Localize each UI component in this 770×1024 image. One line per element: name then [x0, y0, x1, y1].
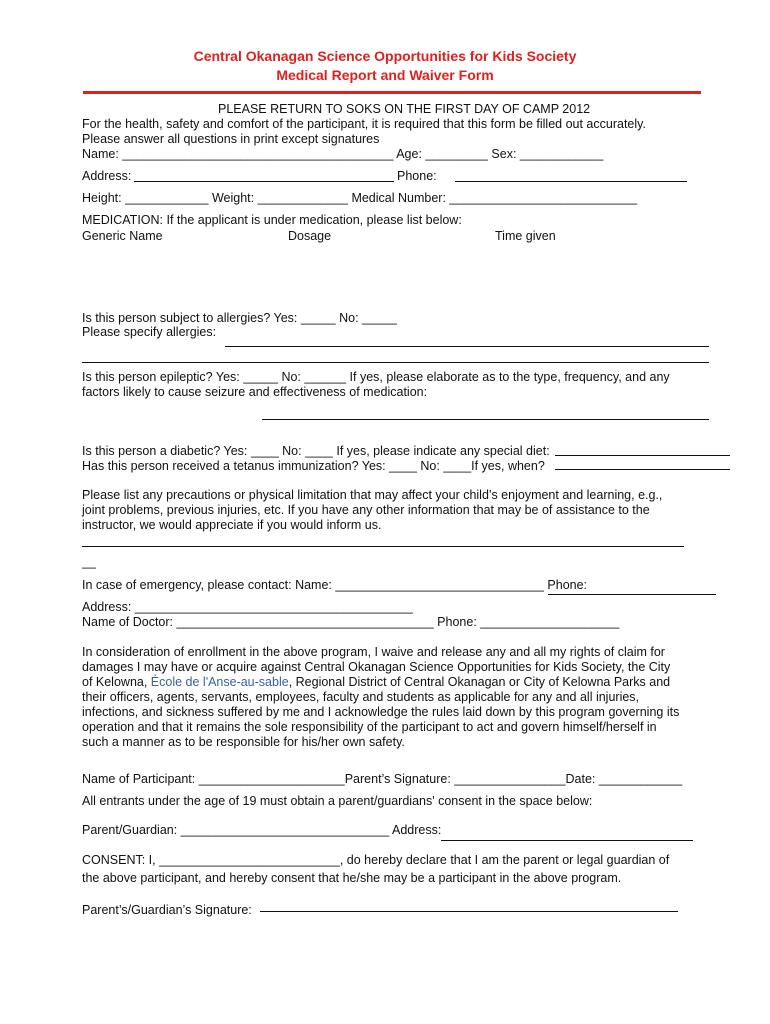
waiver-line-3 — [82, 675, 670, 690]
form-title: Medical Report and Waiver Form — [276, 67, 494, 83]
tetanus-date-field[interactable] — [555, 469, 730, 470]
under-19-notice: All entrants under the age of 19 must obtain a parent/guardians' consent in the space below: — [82, 794, 593, 808]
tetanus-question[interactable]: Has this person received a tetanus immunization? Yes: ____ No: ____If yes, when? — [82, 459, 545, 473]
precautions-dash: __ — [82, 555, 96, 569]
allergies-question[interactable]: Is this person subject to allergies? Yes: _____ No: _____ — [82, 311, 397, 325]
precautions-field[interactable] — [82, 546, 684, 547]
waiver-line-4: their officers, agents, servants, employees, faculty and students as applicable for any and all injuries, — [82, 690, 640, 704]
participant-signature-field[interactable]: Name of Participant: _____________________Parent’s Signature: ________________Date: ____________ — [82, 772, 683, 786]
medication-col-dosage: Dosage — [288, 229, 332, 243]
emergency-address-field[interactable]: Address: ________________________________________ — [82, 600, 413, 614]
medication-heading: MEDICATION: If the applicant is under medication, please list below: — [82, 213, 462, 227]
waiver-line-7: such a manner as to be responsible for his/her own safety. — [82, 735, 405, 749]
address-label: Address: — [82, 169, 132, 183]
waiver-line-6: operation and that it remains the sole responsibility of the participant to act and govern himself/herself in — [82, 720, 657, 734]
allergies-specify-label: Please specify allergies: — [82, 325, 217, 339]
guardian-address-field[interactable] — [441, 840, 693, 841]
precautions-line-1: Please list any precautions or physical limitation that may affect your child’s enjoyment and learning, e.g., — [82, 488, 663, 502]
waiver-line-2: damages I may have or acquire against Central Okanagan Science Opportunities for Kids Society, the City — [82, 660, 671, 674]
precautions-line-2: joint problems, previous injuries, etc. If you have any other information that may be of assistance to the — [82, 503, 650, 517]
waiver-line-1: In consideration of enrollment in the above program, I waive and release any and all my rights of claim for — [82, 645, 665, 659]
consent-line-1[interactable]: CONSENT: I, __________________________, do hereby declare that I am the parent or legal guardian of — [82, 853, 670, 867]
waiver-line-3c: , Regional District of Central Okanagan or City of Kelowna Parks and — [288, 675, 671, 689]
guardian-signature-label: Parent’s/Guardian’s Signature: — [82, 903, 252, 917]
diet-field[interactable] — [555, 455, 730, 456]
emergency-phone-field[interactable] — [548, 594, 716, 595]
allergies-line-1[interactable] — [225, 346, 709, 347]
name-age-sex-field[interactable]: Name: _______________________________________ Age: _________ Sex: ____________ — [82, 147, 604, 161]
epileptic-line[interactable] — [262, 419, 709, 420]
phone-label: Phone: — [397, 169, 437, 183]
phone-field[interactable] — [455, 181, 687, 182]
doctor-field[interactable]: Name of Doctor: _____________________________________ Phone: ____________________ — [82, 615, 620, 629]
org-title: Central Okanagan Science Opportunities for Kids Society — [193, 48, 577, 64]
allergies-line-2[interactable] — [82, 362, 709, 363]
medication-col-generic: Generic Name — [82, 229, 163, 243]
intro-line-1: For the health, safety and comfort of the participant, it is required that this form be filled out accurately. — [82, 117, 646, 131]
return-notice: PLEASE RETURN TO SOKS ON THE FIRST DAY OF CAMP 2012 — [218, 102, 591, 116]
epileptic-question-2: factors likely to cause seizure and effectiveness of medication: — [82, 385, 428, 399]
consent-line-2: the above participant, and hereby consent that he/she may be a participant in the above program. — [82, 871, 622, 885]
waiver-line-3a: of Kelowna, — [82, 675, 151, 689]
diabetic-question[interactable]: Is this person a diabetic? Yes: ____ No: ____ If yes, please indicate any special diet: — [82, 444, 550, 458]
title-divider — [83, 91, 701, 94]
intro-line-2: Please answer all questions in print except signatures — [82, 132, 380, 146]
height-weight-medical-field[interactable]: Height: ____________ Weight: _____________ Medical Number: ___________________________ — [82, 191, 638, 205]
guardian-signature-field[interactable] — [260, 911, 678, 912]
school-name: École de l'Anse-au-sable — [150, 675, 289, 689]
emergency-contact-field[interactable]: In case of emergency, please contact: Name: ______________________________ Phone: — [82, 578, 588, 592]
medication-col-time: Time given — [495, 229, 556, 243]
epileptic-question[interactable]: Is this person epileptic? Yes: _____ No: ______ If yes, please elaborate as to the type, frequency, and any — [82, 370, 670, 384]
precautions-line-3: instructor, we would appreciate if you would inform us. — [82, 518, 382, 532]
guardian-field[interactable]: Parent/Guardian: ______________________________ Address: — [82, 823, 442, 837]
address-field[interactable] — [134, 181, 394, 182]
waiver-line-5: infections, and sickness suffered by me and I acknowledge the rules laid down by this program governing its — [82, 705, 680, 719]
